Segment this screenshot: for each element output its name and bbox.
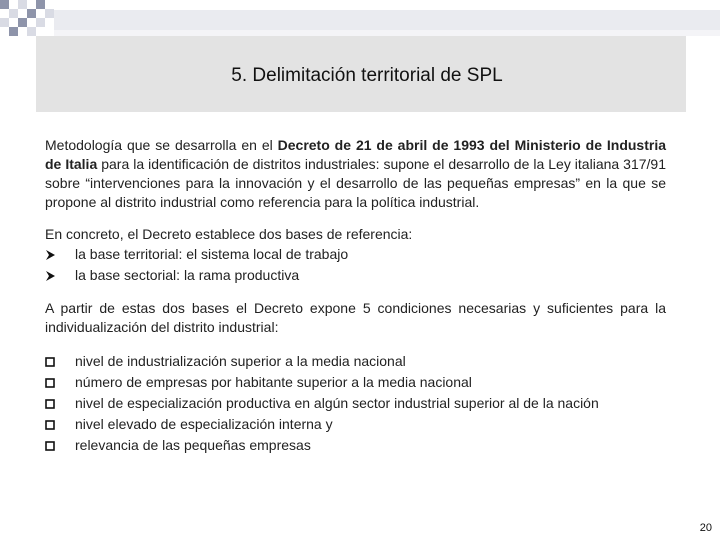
slide-body [45, 136, 666, 458]
condition-item-text: nivel de industrialización superior a la media nacional [75, 353, 406, 369]
base-item-text: la base territorial: el sistema local de trabajo [75, 246, 349, 262]
condition-item-text: nivel de especialización productiva en algún sector industrial superior al de la nación [75, 395, 599, 411]
hollow-square-bullet-icon [45, 353, 59, 370]
condition-item-text: relevancia de las pequeñas empresas [75, 437, 311, 453]
condition-item-text: número de empresas por habitante superior a la media nacional [75, 374, 472, 390]
title-band [36, 36, 686, 112]
intro-paragraph [45, 136, 666, 212]
condition-item-text: nivel elevado de especialización interna y [75, 416, 333, 432]
intro-text-1: Metodología que se desarrolla en el [45, 137, 278, 153]
slide-title: 5. Delimitación territorial de SPL [231, 65, 503, 86]
bases-lead: En concreto, el Decreto establece dos bases de referencia: [45, 226, 413, 242]
page-number: 20 [699, 522, 712, 534]
conditions-list [45, 353, 666, 454]
hollow-square-bullet-icon [45, 395, 59, 412]
base-item-text: la base sectorial: la rama productiva [75, 267, 300, 283]
corner-decoration [0, 0, 720, 40]
hollow-square-bullet-icon [45, 416, 59, 433]
list-item [45, 265, 666, 286]
conditions-lead: A partir de estas dos bases el Decreto expone 5 condiciones necesarias y suficientes para la individualización del distrito industrial: [45, 300, 666, 335]
arrowhead-bullet-icon [45, 244, 59, 265]
bases-list [45, 244, 666, 286]
list-item [45, 374, 666, 391]
decree-reference: Decreto de 21 de abril de 1993 del Ministerio de Industria de Italia [45, 137, 667, 172]
hollow-square-bullet-icon [45, 437, 59, 454]
intro-text-2: para la identificación de distritos industriales: supone el desarrollo de la Ley italiana 317/91 sobre “intervenciones para la innovación y el desarrollo de las pequeñas empresas” en la que se propone al distrito industrial como referencia para la política industrial. [45, 156, 666, 210]
list-item [45, 244, 666, 265]
list-item [45, 353, 666, 370]
list-item [45, 437, 666, 454]
list-item [45, 395, 666, 412]
arrowhead-bullet-icon [45, 265, 59, 286]
hollow-square-bullet-icon [45, 374, 59, 391]
list-item [45, 416, 666, 433]
